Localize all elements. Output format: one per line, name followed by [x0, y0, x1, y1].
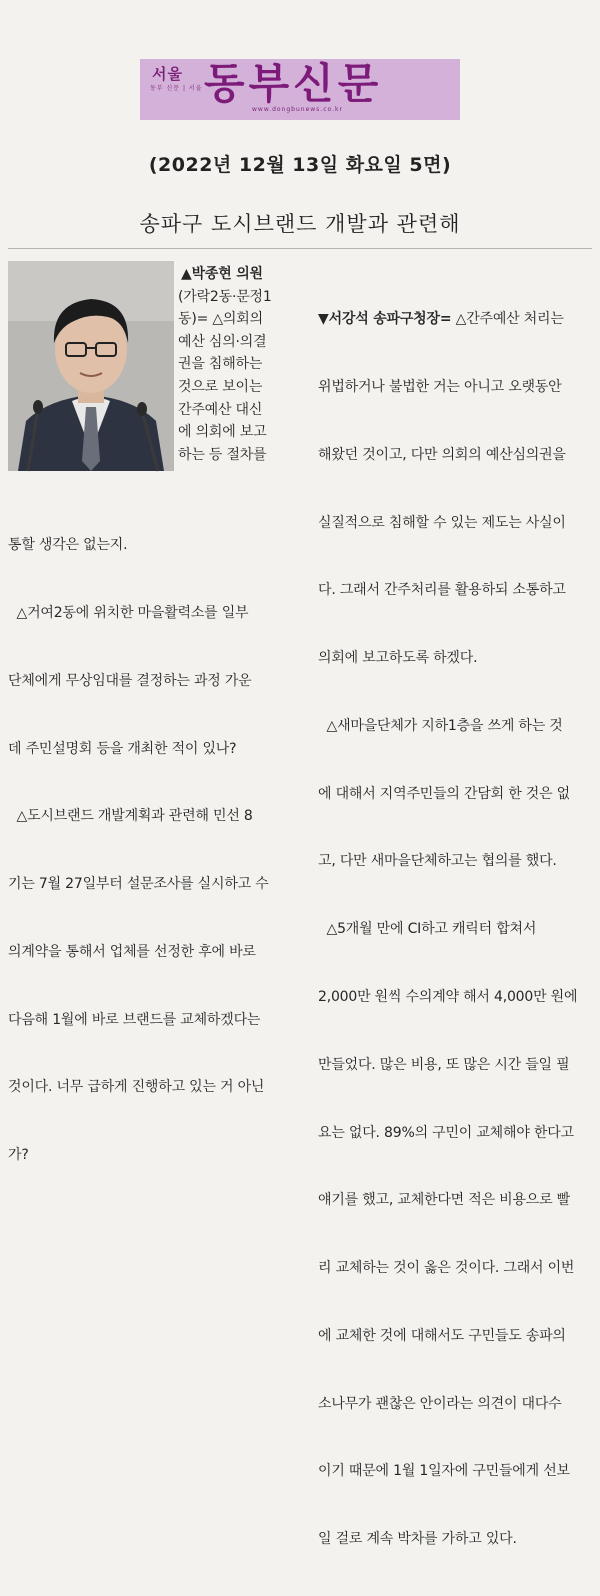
councilor-question-body	[8, 489, 269, 1212]
text-line: 만들었다. 많은 비용, 또 많은 시간 들일 필	[318, 1056, 570, 1073]
text-line: 요는 없다. 89%의 구민이 교체해야 한다고	[318, 1124, 574, 1141]
text-line: (가락2동·문정1	[178, 288, 272, 305]
councilor-question-intro	[178, 263, 272, 466]
text-line: 의계약을 통해서 업체를 선정한 후에 바로	[8, 943, 256, 960]
masthead-name: 동부신문	[204, 59, 383, 108]
masthead-url: www.dongbunews.co.kr	[252, 106, 343, 113]
text-line: 얘기를 했고, 교체한다면 적은 비용으로 빨	[318, 1192, 571, 1209]
mayor-speaker: ▼서강석 송파구청장=	[318, 311, 452, 328]
text-line: 간주예산 대신	[178, 401, 263, 418]
speaker-photo	[8, 261, 174, 471]
answer-first-line	[318, 308, 577, 331]
text-line: 에 교체한 것에 대해서도 구민들도 송파의	[318, 1327, 566, 1344]
text-line: 의회에 보고하도록 하겠다.	[318, 650, 478, 667]
text-line: △5개월 만에 CI하고 캐릭터 합쳐서	[318, 921, 537, 938]
text-line: 단체에게 무상임대를 결정하는 과정 가운	[8, 672, 252, 689]
text-line: 해왔던 것이고, 다만 의회의 예산심의권을	[318, 446, 566, 463]
text-line: 위법하거나 불법한 거는 아니고 오랫동안	[318, 378, 562, 395]
text-line: 이기 때문에 1월 1일자에 구민들에게 선보	[318, 1463, 570, 1480]
text-line: 것이다. 너무 급하게 진행하고 있는 거 아닌	[8, 1079, 265, 1096]
text-line: △도시브랜드 개발계획과 관련해 민선 8	[8, 808, 253, 825]
text-line: △간주예산 처리는	[451, 311, 564, 328]
text-line: 하는 등 절차를	[178, 446, 267, 463]
text-line: 소나무가 괜찮은 안이라는 의견이 대다수	[318, 1395, 562, 1412]
text-line: 통할 생각은 없는지.	[8, 537, 128, 554]
masthead-prefix: 서울	[152, 65, 183, 83]
speaker-photo-illustration	[8, 261, 174, 471]
text-line: 에 대해서 지역주민들의 간담회 한 것은 없	[318, 785, 571, 802]
councilor-speaker: ▲박종현 의원	[181, 266, 263, 282]
masthead-prefix-small: 동부 신문 | 서울	[150, 85, 203, 92]
text-line: 일 걸로 계속 박차를 가하고 있다.	[318, 1531, 517, 1548]
text-line: △새마을단체가 지하1층을 쓰게 하는 것	[318, 717, 563, 734]
text-line: 다음해 1월에 바로 브랜드를 교체하겠다는	[8, 1011, 261, 1028]
article-headline: 송파구 도시브랜드 개발과 관련해	[139, 212, 461, 236]
text-line: 실질적으로 침해할 수 있는 제도는 사실이	[318, 514, 566, 531]
text-line: 가?	[8, 1147, 29, 1164]
text-line: 고, 다만 새마을단체하고는 협의를 했다.	[318, 853, 557, 870]
dateline: (2022년 12월 13일 화요일 5면)	[148, 154, 452, 176]
newspaper-masthead	[140, 59, 460, 120]
mayor-answer	[318, 263, 577, 1596]
text-line: 리 교체하는 것이 옳은 것이다. 그래서 이번	[318, 1260, 575, 1277]
text-line: △거여2동에 위치한 마을활력소를 일부	[8, 604, 249, 621]
text-line: 예산 심의·의결	[178, 333, 267, 350]
text-line: 데 주민설명회 등을 개최한 적이 있나?	[8, 740, 237, 757]
text-line: 기는 7월 27일부터 설문조사를 실시하고 수	[8, 876, 269, 893]
text-line: 동)= △의회의	[178, 311, 263, 328]
text-line: 다. 그래서 간주처리를 활용하되 소통하고	[318, 582, 566, 599]
text-line: 2,000만 원씩 수의계약 해서 4,000만 원에	[318, 989, 578, 1005]
headline-divider	[8, 248, 592, 249]
text-line: 권을 침해하는	[178, 356, 263, 373]
text-line: 것으로 보이는	[178, 378, 263, 395]
text-line: 에 의회에 보고	[178, 424, 267, 441]
